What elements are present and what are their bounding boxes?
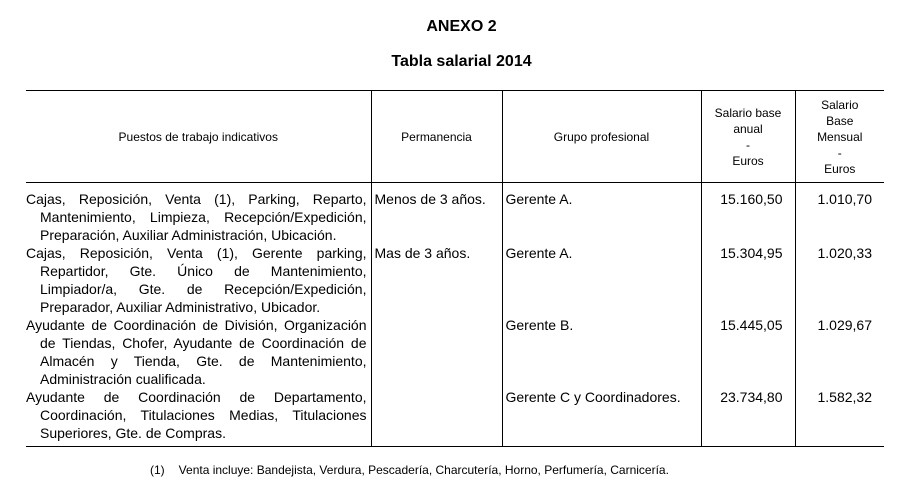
cell-grupo: Gerente A. [502, 183, 701, 245]
header-anual-line: - [746, 137, 750, 152]
header-puestos: Puestos de trabajo indicativos [26, 91, 371, 183]
cell-permanencia: Mas de 3 años. [371, 244, 502, 316]
cell-salario-anual: 15.445,05 [701, 316, 795, 388]
header-mensual-line: Mensual [817, 129, 863, 144]
cell-puesto: Ayudante de Coordinación de División, Organización de Tiendas, Chofer, Ayudante de Coordinación de Almacén y Tienda, Gte. de Mantenimiento, Administración cualificada. [26, 317, 367, 387]
table-title: Tabla salarial 2014 [391, 53, 532, 70]
table-row [26, 388, 884, 447]
header-mensual-line: Euros [824, 161, 856, 176]
cell-salario-mensual: 1.029,67 [795, 316, 884, 388]
header-permanencia: Permanencia [371, 91, 502, 183]
cell-salario-anual: 15.304,95 [701, 244, 795, 316]
cell-permanencia [371, 316, 502, 388]
annex-title: ANEXO 2 [426, 18, 497, 35]
cell-puesto: Ayudante de Coordinación de Departamento, Coordinación, Titulaciones Medias, Titulaciones Superiores, Gte. de Compras. [26, 388, 371, 447]
header-anual-line: Euros [732, 153, 764, 168]
header-grupo: Grupo profesional [502, 91, 701, 183]
salary-table [26, 90, 884, 447]
cell-grupo: Gerente C y Coordinadores. [502, 388, 701, 447]
header-mensual-line: Base [826, 113, 854, 128]
cell-salario-mensual: 1.582,32 [795, 388, 884, 447]
header-salario-anual [701, 91, 795, 183]
footnote-number: (1) [150, 463, 165, 477]
header-salario-mensual [795, 91, 884, 183]
cell-salario-anual: 15.160,50 [701, 183, 795, 245]
cell-puesto: Cajas, Reposición, Venta (1), Gerente parking, Repartidor, Gte. Único de Mantenimiento, Limpiador/a, Gte. de Recepción/Expedición, Preparador, Auxiliar Administrativo, Ubicador. [26, 245, 367, 315]
table-row [26, 183, 884, 245]
footnote [150, 463, 669, 477]
cell-permanencia: Menos de 3 años. [371, 183, 502, 245]
header-anual-line: Salario base [714, 105, 782, 120]
cell-salario-anual: 23.734,80 [701, 388, 795, 447]
table-row [26, 316, 884, 388]
cell-grupo: Gerente A. [502, 244, 701, 316]
header-mensual-line: - [837, 145, 842, 160]
table-row [26, 244, 884, 316]
header-anual-line: anual [733, 121, 763, 136]
header-row [26, 91, 884, 183]
cell-puesto: Cajas, Reposición, Venta (1), Parking, Reparto, Mantenimiento, Limpieza, Recepción/Expedición, Preparación, Auxiliar Administración, Ubicación. [26, 191, 367, 243]
cell-grupo: Gerente B. [502, 316, 701, 388]
cell-salario-mensual: 1.020,33 [795, 244, 884, 316]
cell-salario-mensual: 1.010,70 [795, 183, 884, 245]
header-mensual-line: Salario [821, 97, 859, 112]
footnote-text: Venta incluye: Bandejista, Verdura, Pescadería, Charcutería, Horno, Perfumería, Carnicería. [178, 463, 669, 477]
cell-permanencia [371, 388, 502, 447]
